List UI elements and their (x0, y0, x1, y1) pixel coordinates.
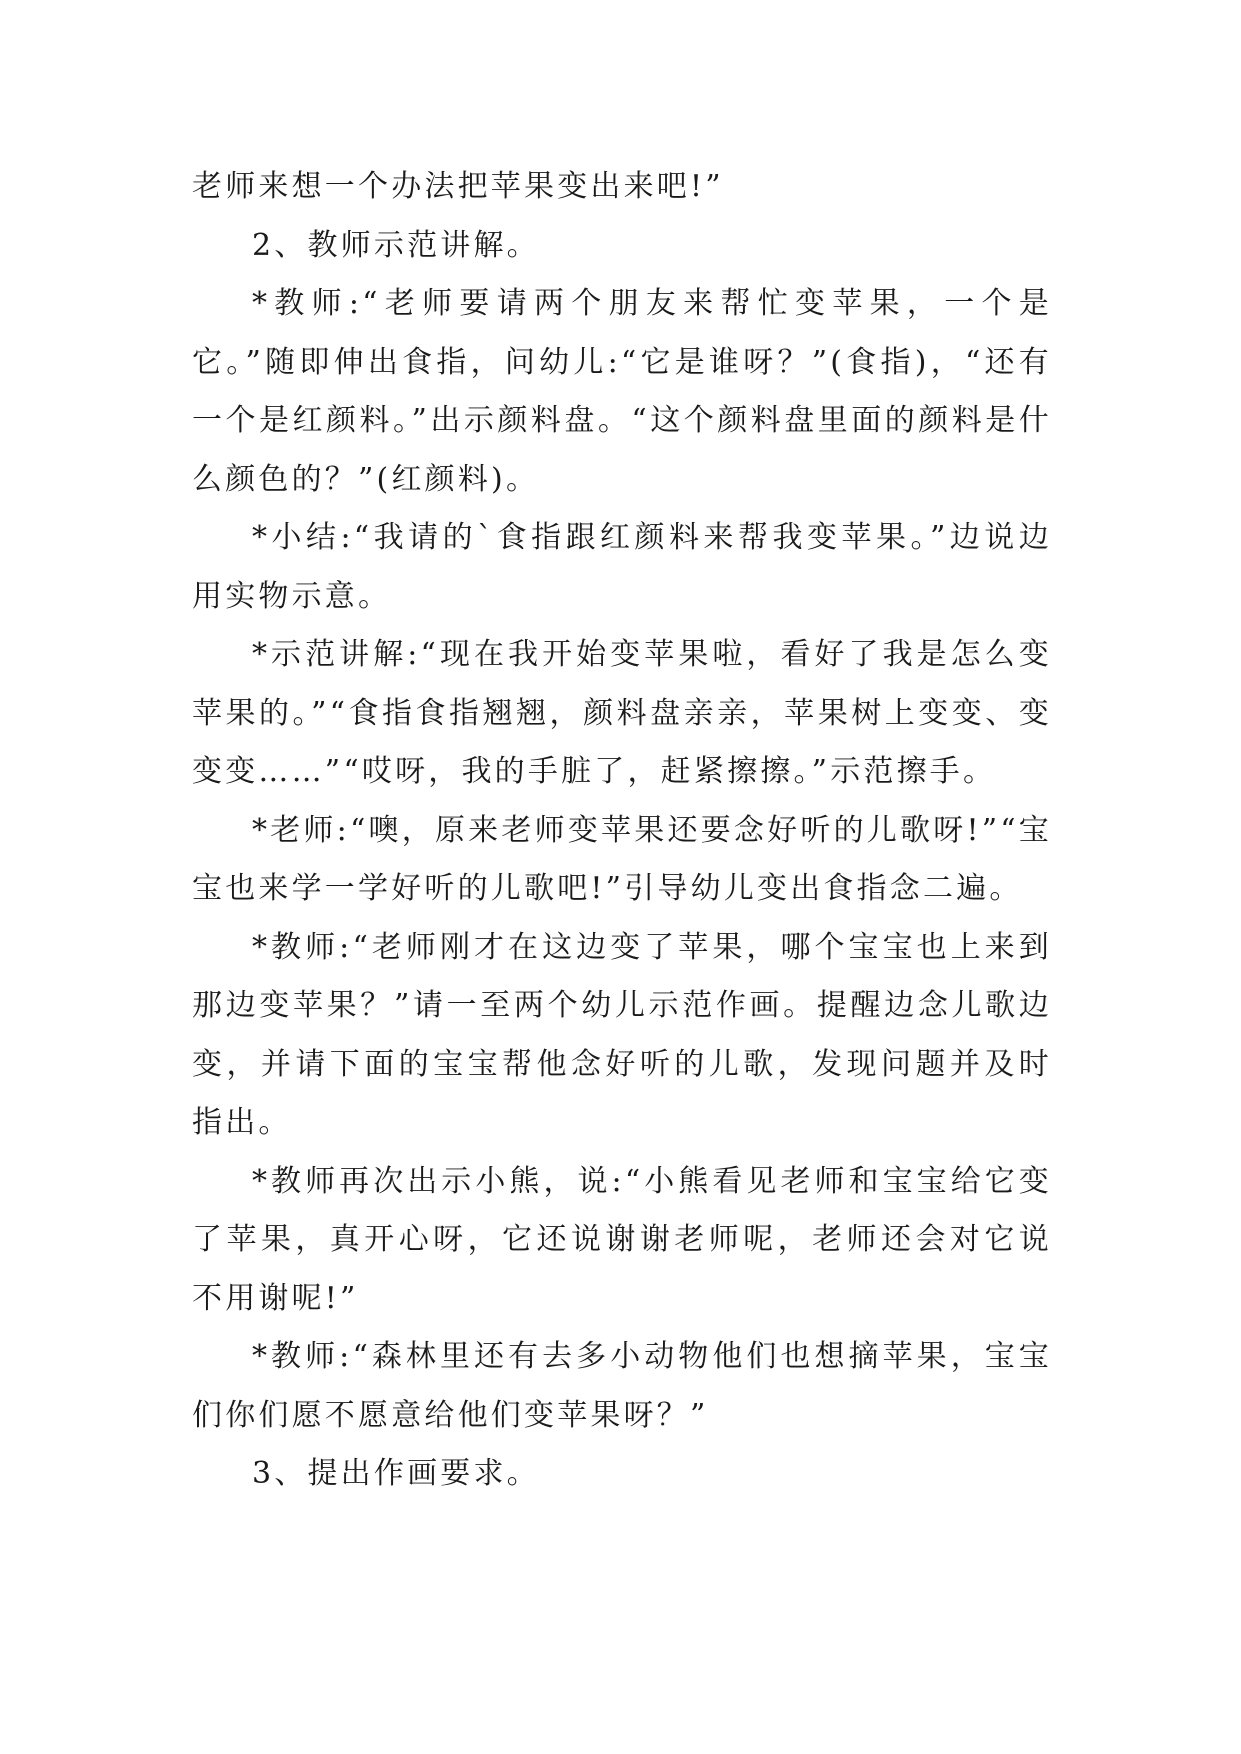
paragraph-2: 2、教师示范讲解。 (252, 227, 540, 263)
paragraph-7: *教师:“老师刚才在这边变了苹果，哪个宝宝也上来到那边变苹果？”请一至两个幼儿示范作画。提醒边念儿歌边变，并请下面的宝宝帮他念好听的儿歌，发现问题并及时指出。 (192, 929, 1052, 1140)
document-body (192, 158, 1052, 1504)
paragraph-6: *老师:“噢，原来老师变苹果还要念好听的儿歌呀!”“宝宝也来学一学好听的儿歌吧!”引导幼儿变出食指念二遍。 (192, 812, 1052, 906)
paragraph-9: *教师:“森林里还有去多小动物他们也想摘苹果，宝宝们你们愿不愿意给他们变苹果呀？” (192, 1339, 1052, 1433)
paragraph-10: 3、提出作画要求。 (252, 1456, 540, 1491)
paragraph-8: *教师再次出示小熊，说:“小熊看见老师和宝宝给它变了苹果，真开心呀，它还说谢谢老师呢，老师还会对它说不用谢呢!” (192, 1163, 1052, 1316)
paragraph-5: *示范讲解:“现在我开始变苹果啦，看好了我是怎么变苹果的。”“食指食指翘翘，颜料盘亲亲，苹果树上变变、变变变……”“哎呀，我的手脏了，赶紧擦擦。”示范擦手。 (192, 637, 1052, 789)
paragraph-3: *教师:“老师要请两个朋友来帮忙变苹果，一个是它。”随即伸出食指，问幼儿:“它是谁呀？”(食指)，“还有一个是红颜料。”出示颜料盘。“这个颜料盘里面的颜料是什么颜色的？”(红颜料)。 (192, 286, 1052, 497)
paragraph-4: *小结:“我请的`食指跟红颜料来帮我变苹果。”边说边用实物示意。 (192, 520, 1052, 614)
paragraph-1: 老师来想一个办法把苹果变出来吧!” (192, 169, 724, 204)
